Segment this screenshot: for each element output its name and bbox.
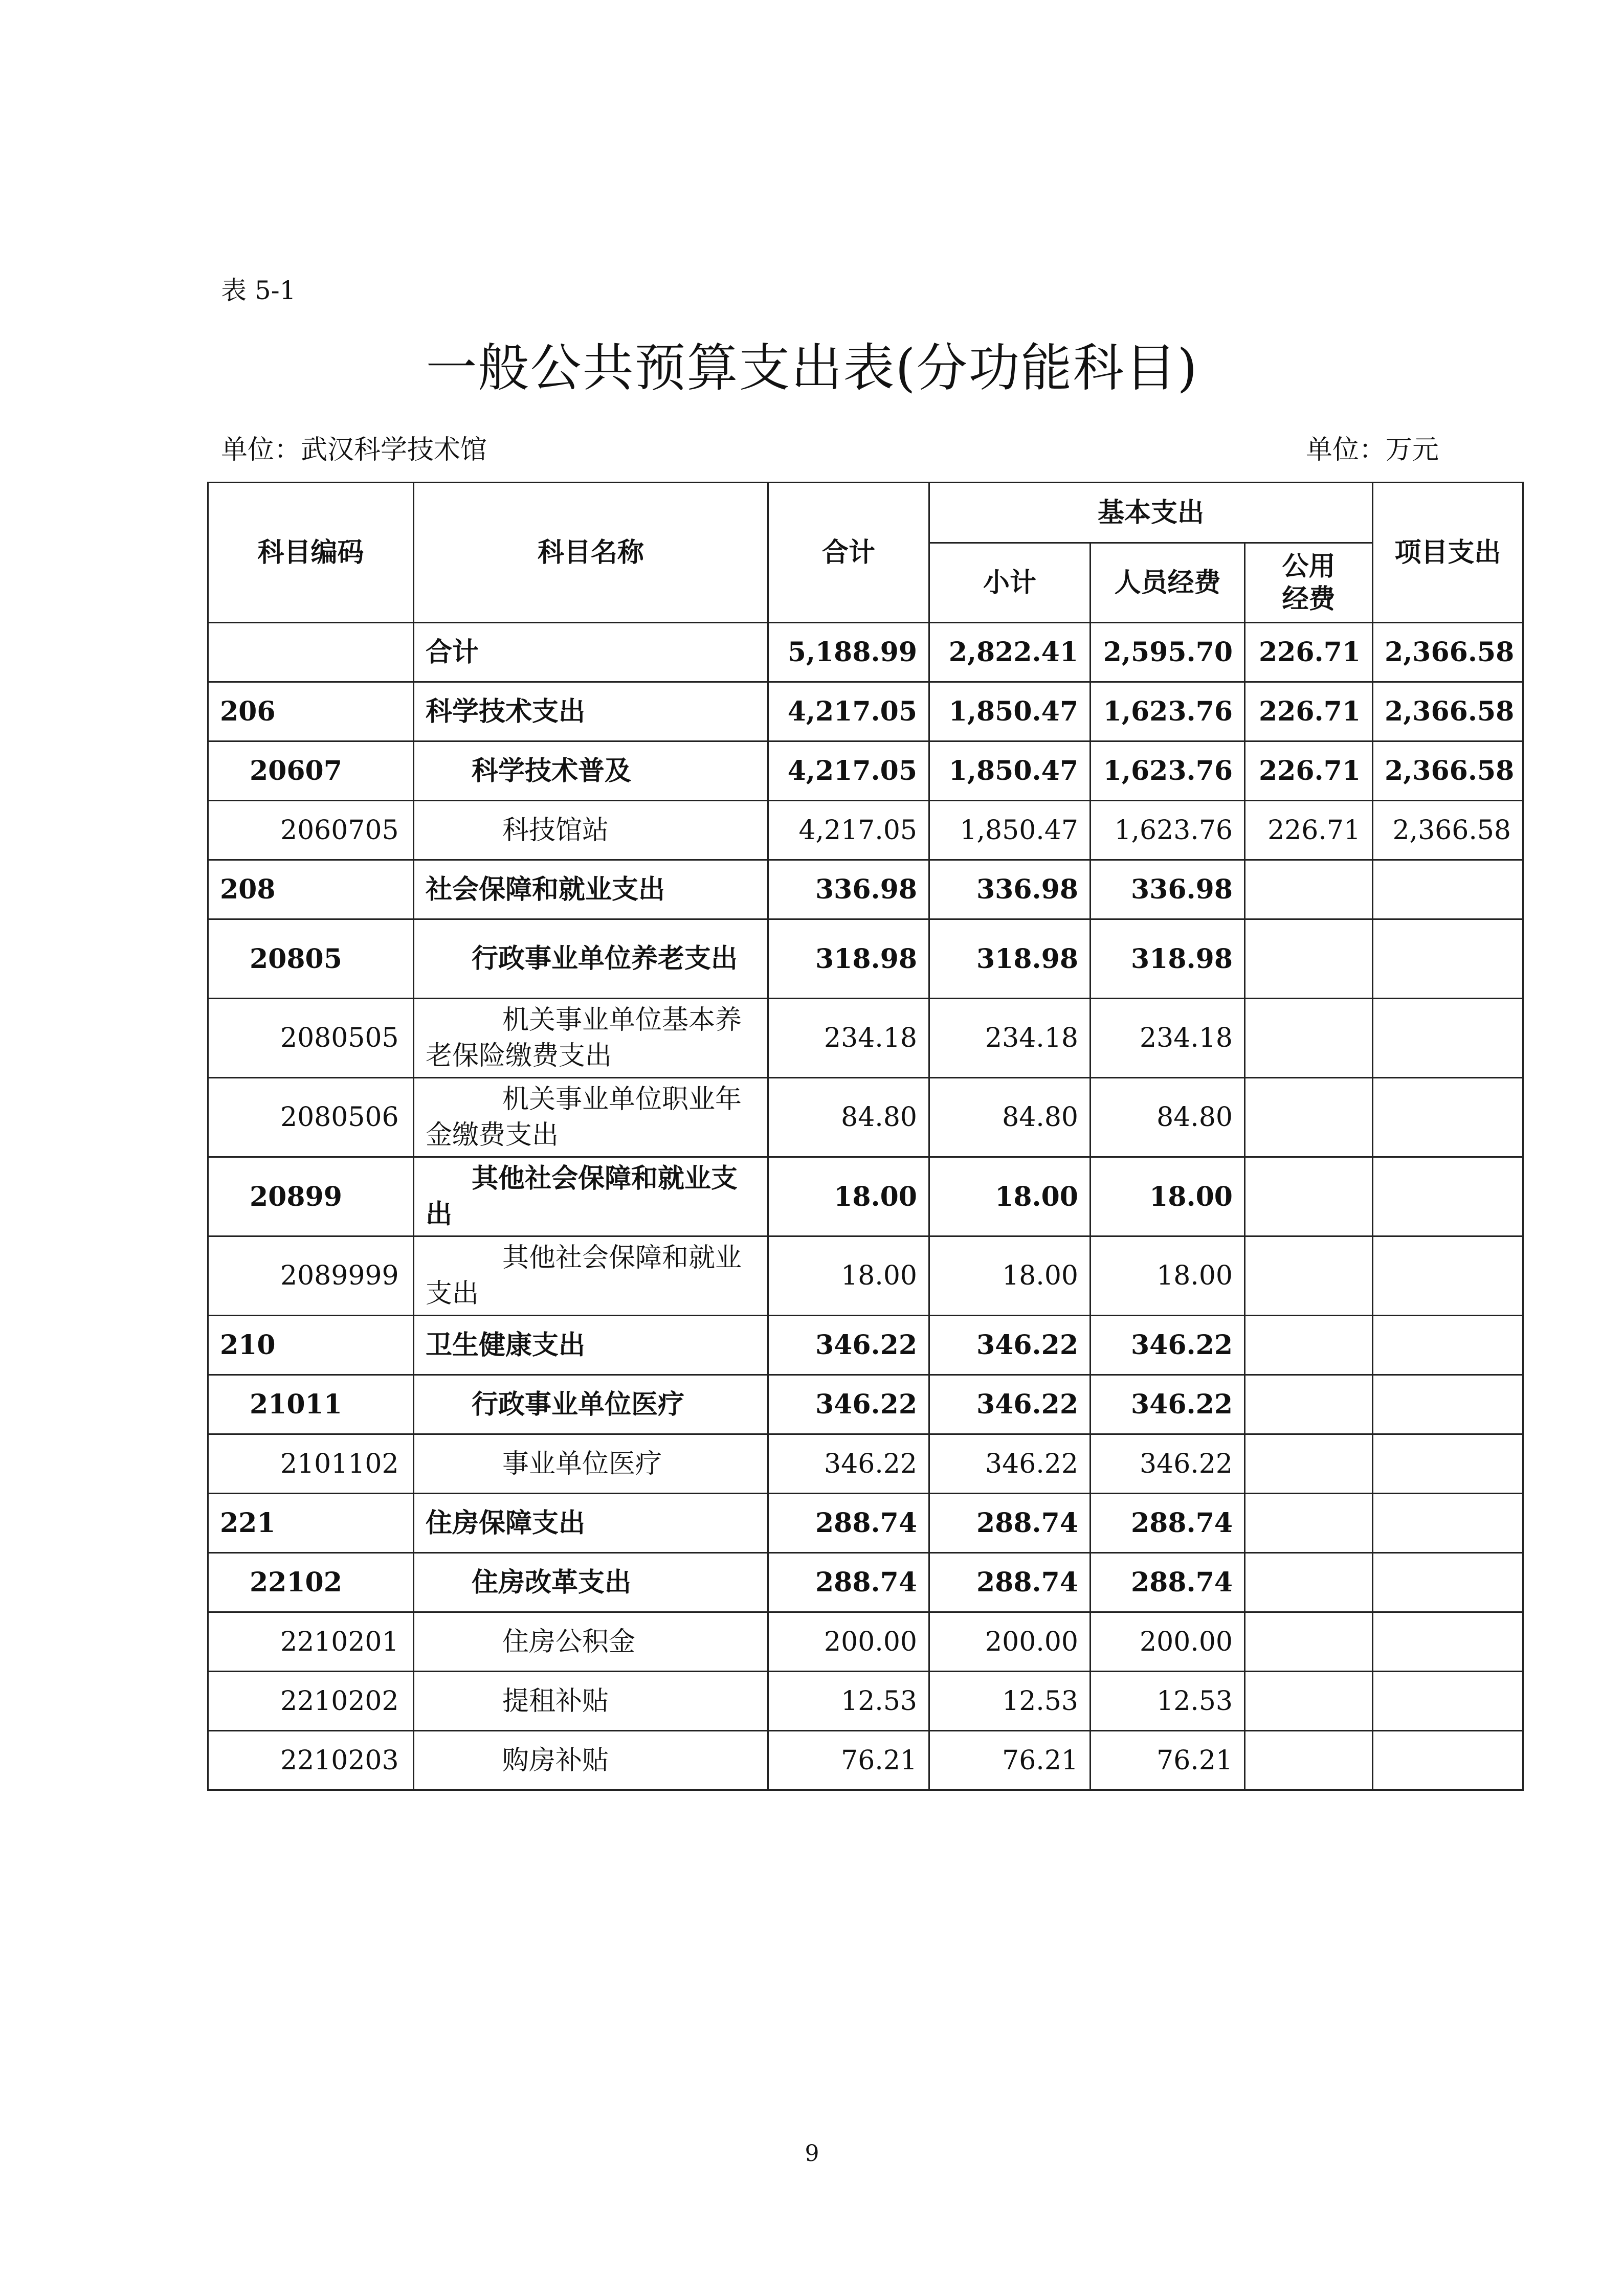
table-label: 表 5-1: [221, 276, 296, 305]
table-row: [208, 682, 1523, 741]
cell-name: 行政事业单位医疗: [414, 1375, 768, 1434]
cell-personnel: 288.74: [1091, 1494, 1245, 1553]
cell-project: [1373, 1672, 1523, 1731]
cell-project: [1373, 860, 1523, 919]
cell-name: 社会保障和就业支出: [414, 860, 768, 919]
table-row: [208, 1078, 1523, 1157]
cell-total: 4,217.05: [768, 682, 929, 741]
cell-subtotal: 1,850.47: [929, 801, 1091, 860]
cell-code: 2060705: [208, 801, 414, 860]
cell-subtotal: 18.00: [929, 1157, 1091, 1236]
cell-personnel: 84.80: [1091, 1078, 1245, 1157]
table-row: [208, 1316, 1523, 1375]
cell-name: 住房保障支出: [414, 1494, 768, 1553]
cell-subtotal: 2,822.41: [929, 623, 1091, 682]
header-total: 合计: [768, 483, 929, 623]
cell-name: 其他社会保障和就业支出: [414, 1157, 768, 1236]
cell-total: 12.53: [768, 1672, 929, 1731]
cell-subtotal: 1,850.47: [929, 682, 1091, 741]
cell-code: 2210202: [208, 1672, 414, 1731]
cell-code: [208, 623, 414, 682]
cell-subtotal: 346.22: [929, 1316, 1091, 1375]
header-public: 公用 经费: [1245, 543, 1373, 623]
cell-project: [1373, 1236, 1523, 1316]
table-row: [208, 1731, 1523, 1790]
cell-personnel: 346.22: [1091, 1316, 1245, 1375]
cell-public: [1245, 1157, 1373, 1236]
cell-name: 机关事业单位基本养老保险缴费支出: [414, 999, 768, 1078]
cell-name: 行政事业单位养老支出: [414, 919, 768, 999]
cell-name: 科学技术支出: [414, 682, 768, 741]
cell-public: [1245, 1078, 1373, 1157]
cell-code: 210: [208, 1316, 414, 1375]
cell-total: 346.22: [768, 1375, 929, 1434]
cell-name: 卫生健康支出: [414, 1316, 768, 1375]
cell-code: 221: [208, 1494, 414, 1553]
cell-public: [1245, 1434, 1373, 1494]
table-row: [208, 1672, 1523, 1731]
header-basic: 基本支出: [929, 483, 1373, 543]
cell-code: 2089999: [208, 1236, 414, 1316]
cell-code: 2080506: [208, 1078, 414, 1157]
cell-name: 住房公积金: [414, 1612, 768, 1672]
cell-name: 购房补贴: [414, 1731, 768, 1790]
cell-code: 206: [208, 682, 414, 741]
cell-project: [1373, 1731, 1523, 1790]
page-number: 9: [805, 2141, 819, 2167]
cell-name: 住房改革支出: [414, 1553, 768, 1612]
cell-code: 2210203: [208, 1731, 414, 1790]
cell-code: 2080505: [208, 999, 414, 1078]
table-row: [208, 1494, 1523, 1553]
cell-project: 2,366.58: [1373, 682, 1523, 741]
cell-name: 机关事业单位职业年金缴费支出: [414, 1078, 768, 1157]
cell-total: 336.98: [768, 860, 929, 919]
cell-subtotal: 288.74: [929, 1494, 1091, 1553]
cell-total: 346.22: [768, 1316, 929, 1375]
cell-subtotal: 346.22: [929, 1375, 1091, 1434]
cell-public: 226.71: [1245, 682, 1373, 741]
cell-project: [1373, 1375, 1523, 1434]
table-row: [208, 1157, 1523, 1236]
cell-total: 4,217.05: [768, 801, 929, 860]
cell-public: [1245, 919, 1373, 999]
cell-subtotal: 84.80: [929, 1078, 1091, 1157]
cell-subtotal: 318.98: [929, 919, 1091, 999]
cell-name: 提租补贴: [414, 1672, 768, 1731]
table-row: [208, 801, 1523, 860]
cell-public: [1245, 1553, 1373, 1612]
cell-subtotal: 336.98: [929, 860, 1091, 919]
cell-personnel: 318.98: [1091, 919, 1245, 999]
cell-public: [1245, 1731, 1373, 1790]
table-row: [208, 623, 1523, 682]
page-title: 一般公共预算支出表(分功能科目): [426, 338, 1198, 398]
cell-code: 2101102: [208, 1434, 414, 1494]
cell-personnel: 2,595.70: [1091, 623, 1245, 682]
cell-personnel: 76.21: [1091, 1731, 1245, 1790]
table-row: [208, 741, 1523, 801]
cell-name: 科学技术普及: [414, 741, 768, 801]
cell-personnel: 288.74: [1091, 1553, 1245, 1612]
cell-public: 226.71: [1245, 801, 1373, 860]
header-personnel: 人员经费: [1091, 543, 1245, 623]
cell-code: 20607: [208, 741, 414, 801]
cell-code: 20899: [208, 1157, 414, 1236]
header-project: 项目支出: [1373, 483, 1523, 623]
cell-code: 20805: [208, 919, 414, 999]
table-row: [208, 1375, 1523, 1434]
cell-public: 226.71: [1245, 741, 1373, 801]
table-row: [208, 1434, 1523, 1494]
cell-total: 234.18: [768, 999, 929, 1078]
cell-total: 288.74: [768, 1553, 929, 1612]
table-row: [208, 860, 1523, 919]
cell-name: 其他社会保障和就业支出: [414, 1236, 768, 1316]
cell-code: 2210201: [208, 1612, 414, 1672]
cell-total: 18.00: [768, 1236, 929, 1316]
cell-name: 合计: [414, 623, 768, 682]
cell-total: 84.80: [768, 1078, 929, 1157]
cell-total: 200.00: [768, 1612, 929, 1672]
cell-subtotal: 234.18: [929, 999, 1091, 1078]
cell-project: [1373, 999, 1523, 1078]
cell-subtotal: 76.21: [929, 1731, 1091, 1790]
cell-public: [1245, 999, 1373, 1078]
cell-project: [1373, 1434, 1523, 1494]
header-subtotal: 小计: [929, 543, 1091, 623]
cell-subtotal: 200.00: [929, 1612, 1091, 1672]
cell-total: 288.74: [768, 1494, 929, 1553]
cell-public: [1245, 1494, 1373, 1553]
cell-public: [1245, 1316, 1373, 1375]
cell-subtotal: 1,850.47: [929, 741, 1091, 801]
cell-project: [1373, 1494, 1523, 1553]
budget-table: [207, 482, 1524, 1791]
cell-subtotal: 346.22: [929, 1434, 1091, 1494]
cell-public: [1245, 1236, 1373, 1316]
cell-project: 2,366.58: [1373, 623, 1523, 682]
cell-public: [1245, 860, 1373, 919]
cell-personnel: 12.53: [1091, 1672, 1245, 1731]
cell-project: [1373, 1316, 1523, 1375]
cell-code: 21011: [208, 1375, 414, 1434]
cell-project: [1373, 1157, 1523, 1236]
cell-total: 346.22: [768, 1434, 929, 1494]
table-row: [208, 1612, 1523, 1672]
cell-personnel: 1,623.76: [1091, 682, 1245, 741]
cell-subtotal: 288.74: [929, 1553, 1091, 1612]
cell-total: 5,188.99: [768, 623, 929, 682]
table-row: [208, 1236, 1523, 1316]
cell-subtotal: 12.53: [929, 1672, 1091, 1731]
cell-personnel: 18.00: [1091, 1236, 1245, 1316]
cell-total: 76.21: [768, 1731, 929, 1790]
header-code: 科目编码: [208, 483, 414, 623]
table-row: [208, 999, 1523, 1078]
cell-project: [1373, 1612, 1523, 1672]
cell-personnel: 1,623.76: [1091, 801, 1245, 860]
cell-personnel: 336.98: [1091, 860, 1245, 919]
cell-name: 事业单位医疗: [414, 1434, 768, 1494]
header-name: 科目名称: [414, 483, 768, 623]
cell-code: 22102: [208, 1553, 414, 1612]
cell-project: [1373, 919, 1523, 999]
cell-public: [1245, 1375, 1373, 1434]
cell-name: 科技馆站: [414, 801, 768, 860]
cell-personnel: 346.22: [1091, 1434, 1245, 1494]
cell-public: [1245, 1612, 1373, 1672]
cell-personnel: 346.22: [1091, 1375, 1245, 1434]
cell-code: 208: [208, 860, 414, 919]
cell-project: [1373, 1553, 1523, 1612]
cell-project: 2,366.58: [1373, 801, 1523, 860]
cell-public: [1245, 1672, 1373, 1731]
cell-personnel: 234.18: [1091, 999, 1245, 1078]
cell-project: 2,366.58: [1373, 741, 1523, 801]
cell-public: 226.71: [1245, 623, 1373, 682]
cell-total: 318.98: [768, 919, 929, 999]
cell-total: 18.00: [768, 1157, 929, 1236]
unit-organization: 单位：武汉科学技术馆: [221, 435, 487, 465]
cell-personnel: 200.00: [1091, 1612, 1245, 1672]
table-row: [208, 1553, 1523, 1612]
unit-currency: 单位：万元: [1305, 435, 1439, 465]
cell-project: [1373, 1078, 1523, 1157]
cell-personnel: 1,623.76: [1091, 741, 1245, 801]
cell-subtotal: 18.00: [929, 1236, 1091, 1316]
table-row: [208, 919, 1523, 999]
cell-total: 4,217.05: [768, 741, 929, 801]
cell-personnel: 18.00: [1091, 1157, 1245, 1236]
